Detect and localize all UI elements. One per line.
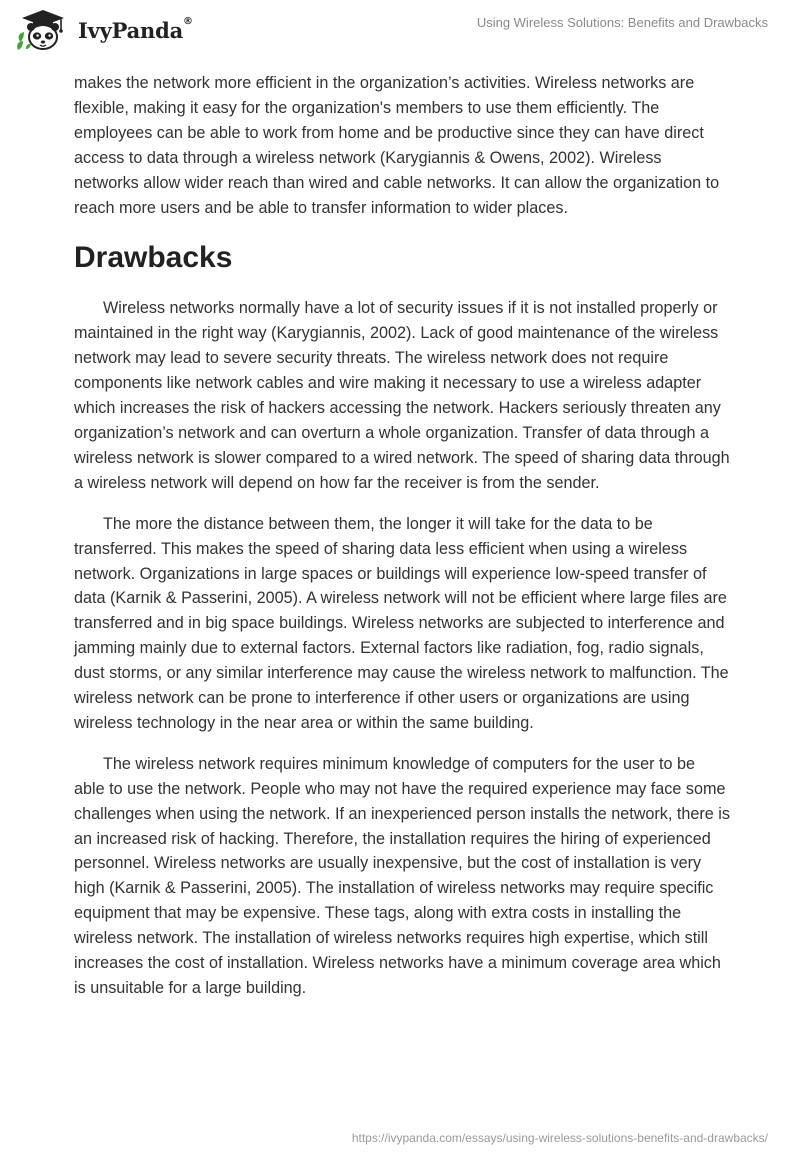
paragraph-installation: The wireless network requires minimum knowledge of computers for the user to be able to use the network. People who may not have the required experience may face some challenges when using the network. If an inexperienced person installs the network, there is an increased risk of hacking. Therefore, the installation requires the hiring of experienced personnel. Wireless networks are usually inexpensive, but the cost of installation is very high (Karnik & Passerini, 2005). The installation of wireless networks may require specific equipment that may be expensive. These tags, along with extra costs in installing the wireless network. The installation of wireless networks requires high expertise, which still increases the cost of installation. Wireless networks have a minimum coverage area which is unsuitable for a large building.: [74, 754, 730, 997]
section-heading: Drawbacks: [74, 241, 233, 275]
page-header: [0, 0, 800, 60]
logo-text: IvyPanda: [78, 17, 184, 43]
intro-paragraph: makes the network more efficient in the organization’s activities. Wireless networks are flexible, making it easy for the organization's members to use them efficiently. The employees can be able to work from home and be productive since they can have direct access to data through a wireless network (Karygiannis & Owens, 2002). Wireless networks allow wider reach than wired and cable networks. It can allow the organization to reach more users and be able to transfer information to wider places.: [74, 74, 720, 217]
registered-mark: ®: [183, 15, 193, 27]
ivypanda-logo[interactable]: [14, 8, 193, 52]
source-url[interactable]: https://ivypanda.com/essays/using-wireless-solutions-benefits-and-drawbacks/: [351, 1131, 768, 1145]
essay-content: [74, 71, 730, 1001]
document-title: Using Wireless Solutions: Benefits and Drawbacks: [476, 15, 768, 30]
logo-wordmark: [78, 15, 193, 43]
paragraph-distance: The more the distance between them, the longer it will take for the data to be transferred. This makes the speed of sharing data less efficient when using a wireless network. Organizations in large spaces or buildings will experience low-speed transfer of data (Karnik & Passerini, 2005). A wireless network will not be efficient where large files are transferred and in big space buildings. Wireless networks are subjected to interference and jamming mainly due to external factors. External factors like radiation, fog, radio signals, dust storms, or any similar interference may cause the wireless network to malfunction. The wireless network can be prone to interference if other users or organizations are using wireless technology in the near area or within the same building.: [74, 514, 729, 732]
paragraph-security: Wireless networks normally have a lot of security issues if it is not installed properly or maintained in the right way (Karygiannis, 2002). Lack of good maintenance of the wireless network may lead to severe security threats. The wireless network does not require components like network cables and wire making it necessary to use a wireless adapter which increases the risk of hackers accessing the network. Hackers seriously threaten any organization’s network and can overturn a whole organization. Transfer of data through a wireless network is slower compared to a wired network. The speed of sharing data through a wireless network will depend on how far the receiver is from the sender.: [74, 299, 730, 492]
panda-logo-icon: [14, 8, 72, 52]
